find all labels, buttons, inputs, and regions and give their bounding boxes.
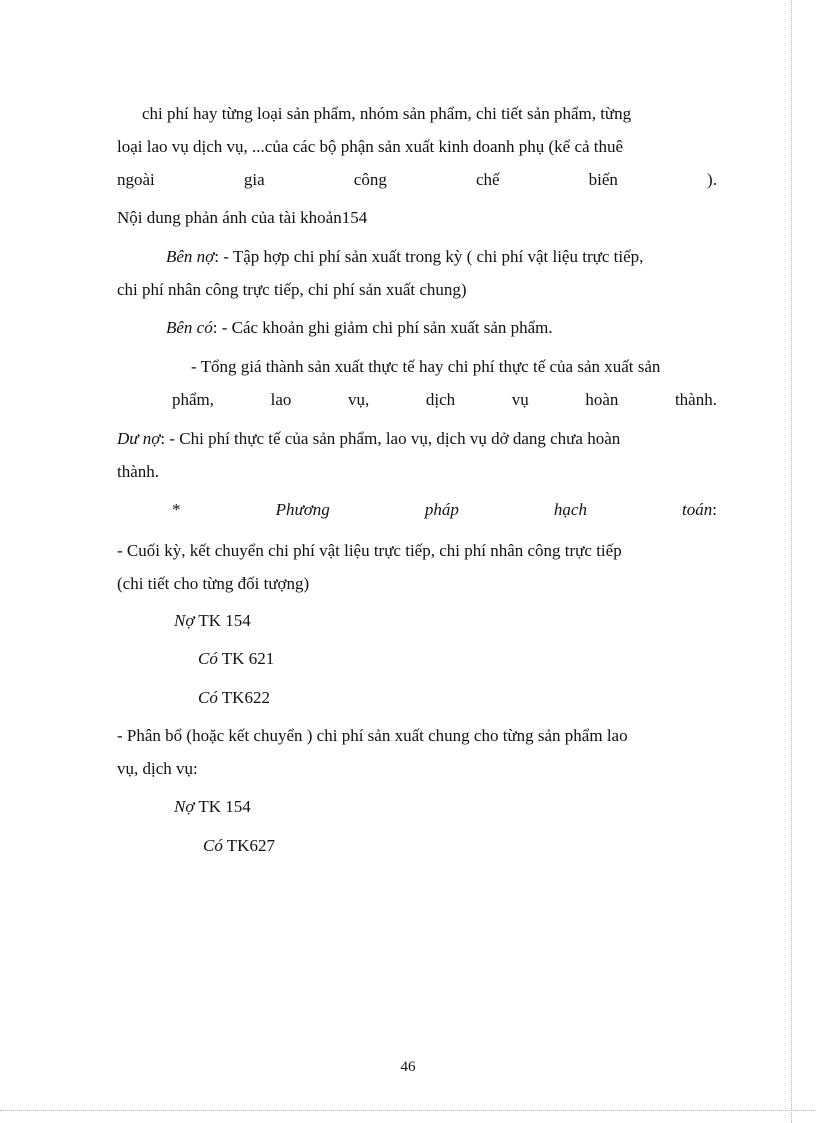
credit-label: Có [198, 688, 218, 707]
ben-co-label: Bên có [166, 318, 213, 337]
ben-no-continuation: chi phí nhân công trực tiếp, chi phí sản xuất chung) [117, 280, 467, 299]
ben-co-item-2: - Tổng giá thành sản xuất thực tế hay chi phí thực tế của sản xuất sản [191, 357, 661, 376]
entry-2-debit [174, 795, 474, 819]
credit-label: Có [203, 836, 223, 855]
bullet: * [172, 500, 181, 519]
debit-label: Nợ [174, 797, 195, 816]
word: thành. [674, 390, 717, 409]
du-no-text: : - Chi phí thực tế của sản phẩm, lao vụ, dịch vụ dở dang chưa hoàn [160, 429, 621, 448]
word: ngoài [117, 170, 155, 189]
debit-account: TK 154 [194, 611, 251, 630]
debit-label: Nợ [174, 611, 195, 630]
ben-co-line [166, 316, 717, 340]
word: lao [270, 390, 292, 409]
margin-rule-bottom [0, 1110, 816, 1111]
margin-rule-right [791, 0, 792, 1123]
word: chế [475, 170, 500, 189]
word: pháp [424, 500, 459, 519]
word: Phương [275, 500, 330, 519]
word: gia [243, 170, 265, 189]
entry-1-credit-2 [198, 686, 498, 710]
word: dịch [425, 390, 456, 409]
paragraph-line-justified [117, 168, 717, 192]
ben-no-text: : - Tập hợp chi phí sản xuất trong kỳ ( chi phí vật liệu trực tiếp, [214, 247, 644, 266]
word: công [353, 170, 387, 189]
du-no-label: Dư nợ [117, 429, 161, 448]
colon: : [712, 500, 717, 519]
step-2-continuation: vụ, dịch vụ: [117, 759, 198, 778]
debit-account: TK 154 [194, 797, 251, 816]
credit-account: TK627 [222, 836, 275, 855]
credit-account: TK 621 [217, 649, 275, 668]
paragraph-line: chi phí hay từng loại sản phẩm, nhóm sản phẩm, chi tiết sản phẩm, từng [142, 104, 632, 123]
word: biến [588, 170, 618, 189]
ben-no-label: Bên nợ [166, 247, 215, 266]
ben-co-text: : - Các khoản ghi giảm chi phí sản xuất sản phẩm. [212, 318, 553, 337]
ben-co-item-2-justified [172, 388, 717, 412]
step-1-continuation: (chi tiết cho từng đối tượng) [117, 574, 310, 593]
step-1-line: - Cuối kỳ, kết chuyển chi phí vật liệu trực tiếp, chi phí nhân công trực tiếp [117, 541, 622, 560]
word: vụ, [348, 390, 370, 409]
entry-1-debit [174, 609, 474, 633]
credit-label: Có [198, 649, 218, 668]
page-number: 46 [400, 1059, 416, 1075]
word: phẩm, [172, 390, 215, 409]
word: hạch [553, 500, 587, 519]
word: toán [682, 500, 713, 519]
word-with-colon [682, 498, 717, 522]
entry-1-credit-1 [198, 647, 498, 671]
entry-2-credit [203, 834, 503, 858]
step-2-line: - Phân bổ (hoặc kết chuyển ) chi phí sản xuất chung cho từng sản phẩm lao [117, 726, 628, 745]
word: vụ [511, 390, 529, 409]
word: ). [707, 170, 717, 189]
word: hoàn [585, 390, 619, 409]
ben-no-line [166, 245, 717, 269]
du-no-line [117, 427, 717, 451]
du-no-continuation: thành. [117, 462, 160, 481]
method-heading [172, 498, 717, 522]
paragraph-line: loại lao vụ dịch vụ, ...của các bộ phận sản xuất kinh doanh phụ (kể cả thuê [117, 137, 624, 156]
section-heading: Nội dung phản ánh của tài khoản154 [117, 208, 368, 227]
credit-account: TK622 [217, 688, 270, 707]
